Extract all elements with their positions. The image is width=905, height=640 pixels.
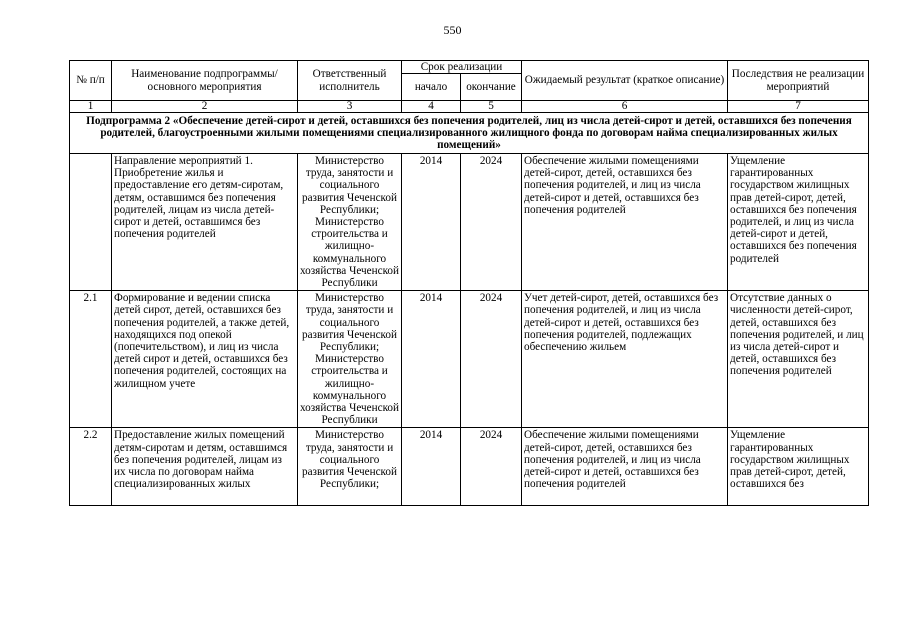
subprogram-row (70, 113, 869, 154)
column-number: 4 (402, 101, 461, 113)
row-responsible: Министерство труда, занятости и социального развития Чеченской Республики; Министерство строительства и жилищно-коммунального хозяйства Чеченской Республики (298, 154, 402, 291)
table-row (70, 428, 869, 506)
header-end: окончание (461, 74, 522, 101)
column-number: 3 (298, 101, 402, 113)
row-consequences: Отсутствие данных о численности детей-сирот, детей, оставшихся без попечения родителей, и лиц из числа детей-сирот и детей, оставшихся без попечения родителей (728, 291, 869, 428)
table-row (70, 154, 869, 291)
column-number: 5 (461, 101, 522, 113)
row-num: 2.2 (70, 428, 112, 506)
row-start: 2014 (402, 291, 461, 428)
row-end: 2024 (461, 291, 522, 428)
row-end: 2024 (461, 428, 522, 506)
header-period: Срок реализации (402, 61, 522, 74)
row-result: Учет детей-сирот, детей, оставшихся без попечения родителей, и лиц из числа детей-сирот и детей, оставшихся без попечения родителей, подлежащих обеспечению жильем (522, 291, 728, 428)
header-responsible: Ответственный исполнитель (298, 61, 402, 101)
row-consequences: Ущемление гарантированных государством жилищных прав детей-сирот, детей, оставшихся без (728, 428, 869, 506)
program-table (69, 60, 869, 506)
header-num: № п/п (70, 61, 112, 101)
row-responsible: Министерство труда, занятости и социального развития Чеченской Республики; (298, 428, 402, 506)
header-name: Наименование подпрограммы/ основного мероприятия (112, 61, 298, 101)
column-number: 1 (70, 101, 112, 113)
header-result: Ожидаемый результат (краткое описание) (522, 61, 728, 101)
row-num (70, 154, 112, 291)
row-name: Направление мероприятий 1. Приобретение жилья и предоставление его детям-сиротам, детям, оставшимся без попечения родителей, лицам из числа детей-сирот и детей, оставшимся без попечения родителей (112, 154, 298, 291)
row-consequences: Ущемление гарантированных государством жилищных прав детей-сирот, детей, оставшихся без попечения родителей, и лиц из числа детей-сирот и детей, оставшихся без попечения родителей (728, 154, 869, 291)
header-row (70, 61, 869, 74)
subprogram-title: Подпрограмма 2 «Обеспечение детей-сирот и детей, оставшихся без попечения родителей, лиц из числа детей-сирот и детей, оставшихся без попечения родителей, благоустроенными жилыми помещениями специализированного жилищного фонда по договорам найма специализированных жилых помещений» (70, 113, 869, 154)
table-row (70, 291, 869, 428)
row-name: Формирование и ведении списка детей сирот, детей, оставшихся без попечения родителей, а также детей, находящихся под опекой (попечительством), и лиц из числа детей сирот и детей, оставшихся без попечения родителей, состоящих на жилищном учете (112, 291, 298, 428)
row-start: 2014 (402, 154, 461, 291)
page-number: 550 (443, 23, 462, 37)
column-number: 6 (522, 101, 728, 113)
header-consequences: Последствия не реализации мероприятий (728, 61, 869, 101)
row-start: 2014 (402, 428, 461, 506)
column-numbers-row (70, 101, 869, 113)
row-responsible: Министерство труда, занятости и социального развития Чеченской Республики; Министерство строительства и жилищно-коммунального хозяйства Чеченской Республики (298, 291, 402, 428)
row-result: Обеспечение жилыми помещениями детей-сирот, детей, оставшихся без попечения родителей, и лиц из числа детей-сирот и детей, оставшихся без попечения родителей (522, 428, 728, 506)
column-number: 7 (728, 101, 869, 113)
header-start: начало (402, 74, 461, 101)
row-num: 2.1 (70, 291, 112, 428)
row-result: Обеспечение жилыми помещениями детей-сирот, детей, оставшихся без попечения родителей, и лиц из числа детей-сирот и детей, оставшихся без попечения родителей (522, 154, 728, 291)
column-number: 2 (112, 101, 298, 113)
row-name: Предоставление жилых помещений детям-сиротам и детям, оставшимся без попечения родителей, лицам из их числа по договорам найма специализированных жилых (112, 428, 298, 506)
row-end: 2024 (461, 154, 522, 291)
